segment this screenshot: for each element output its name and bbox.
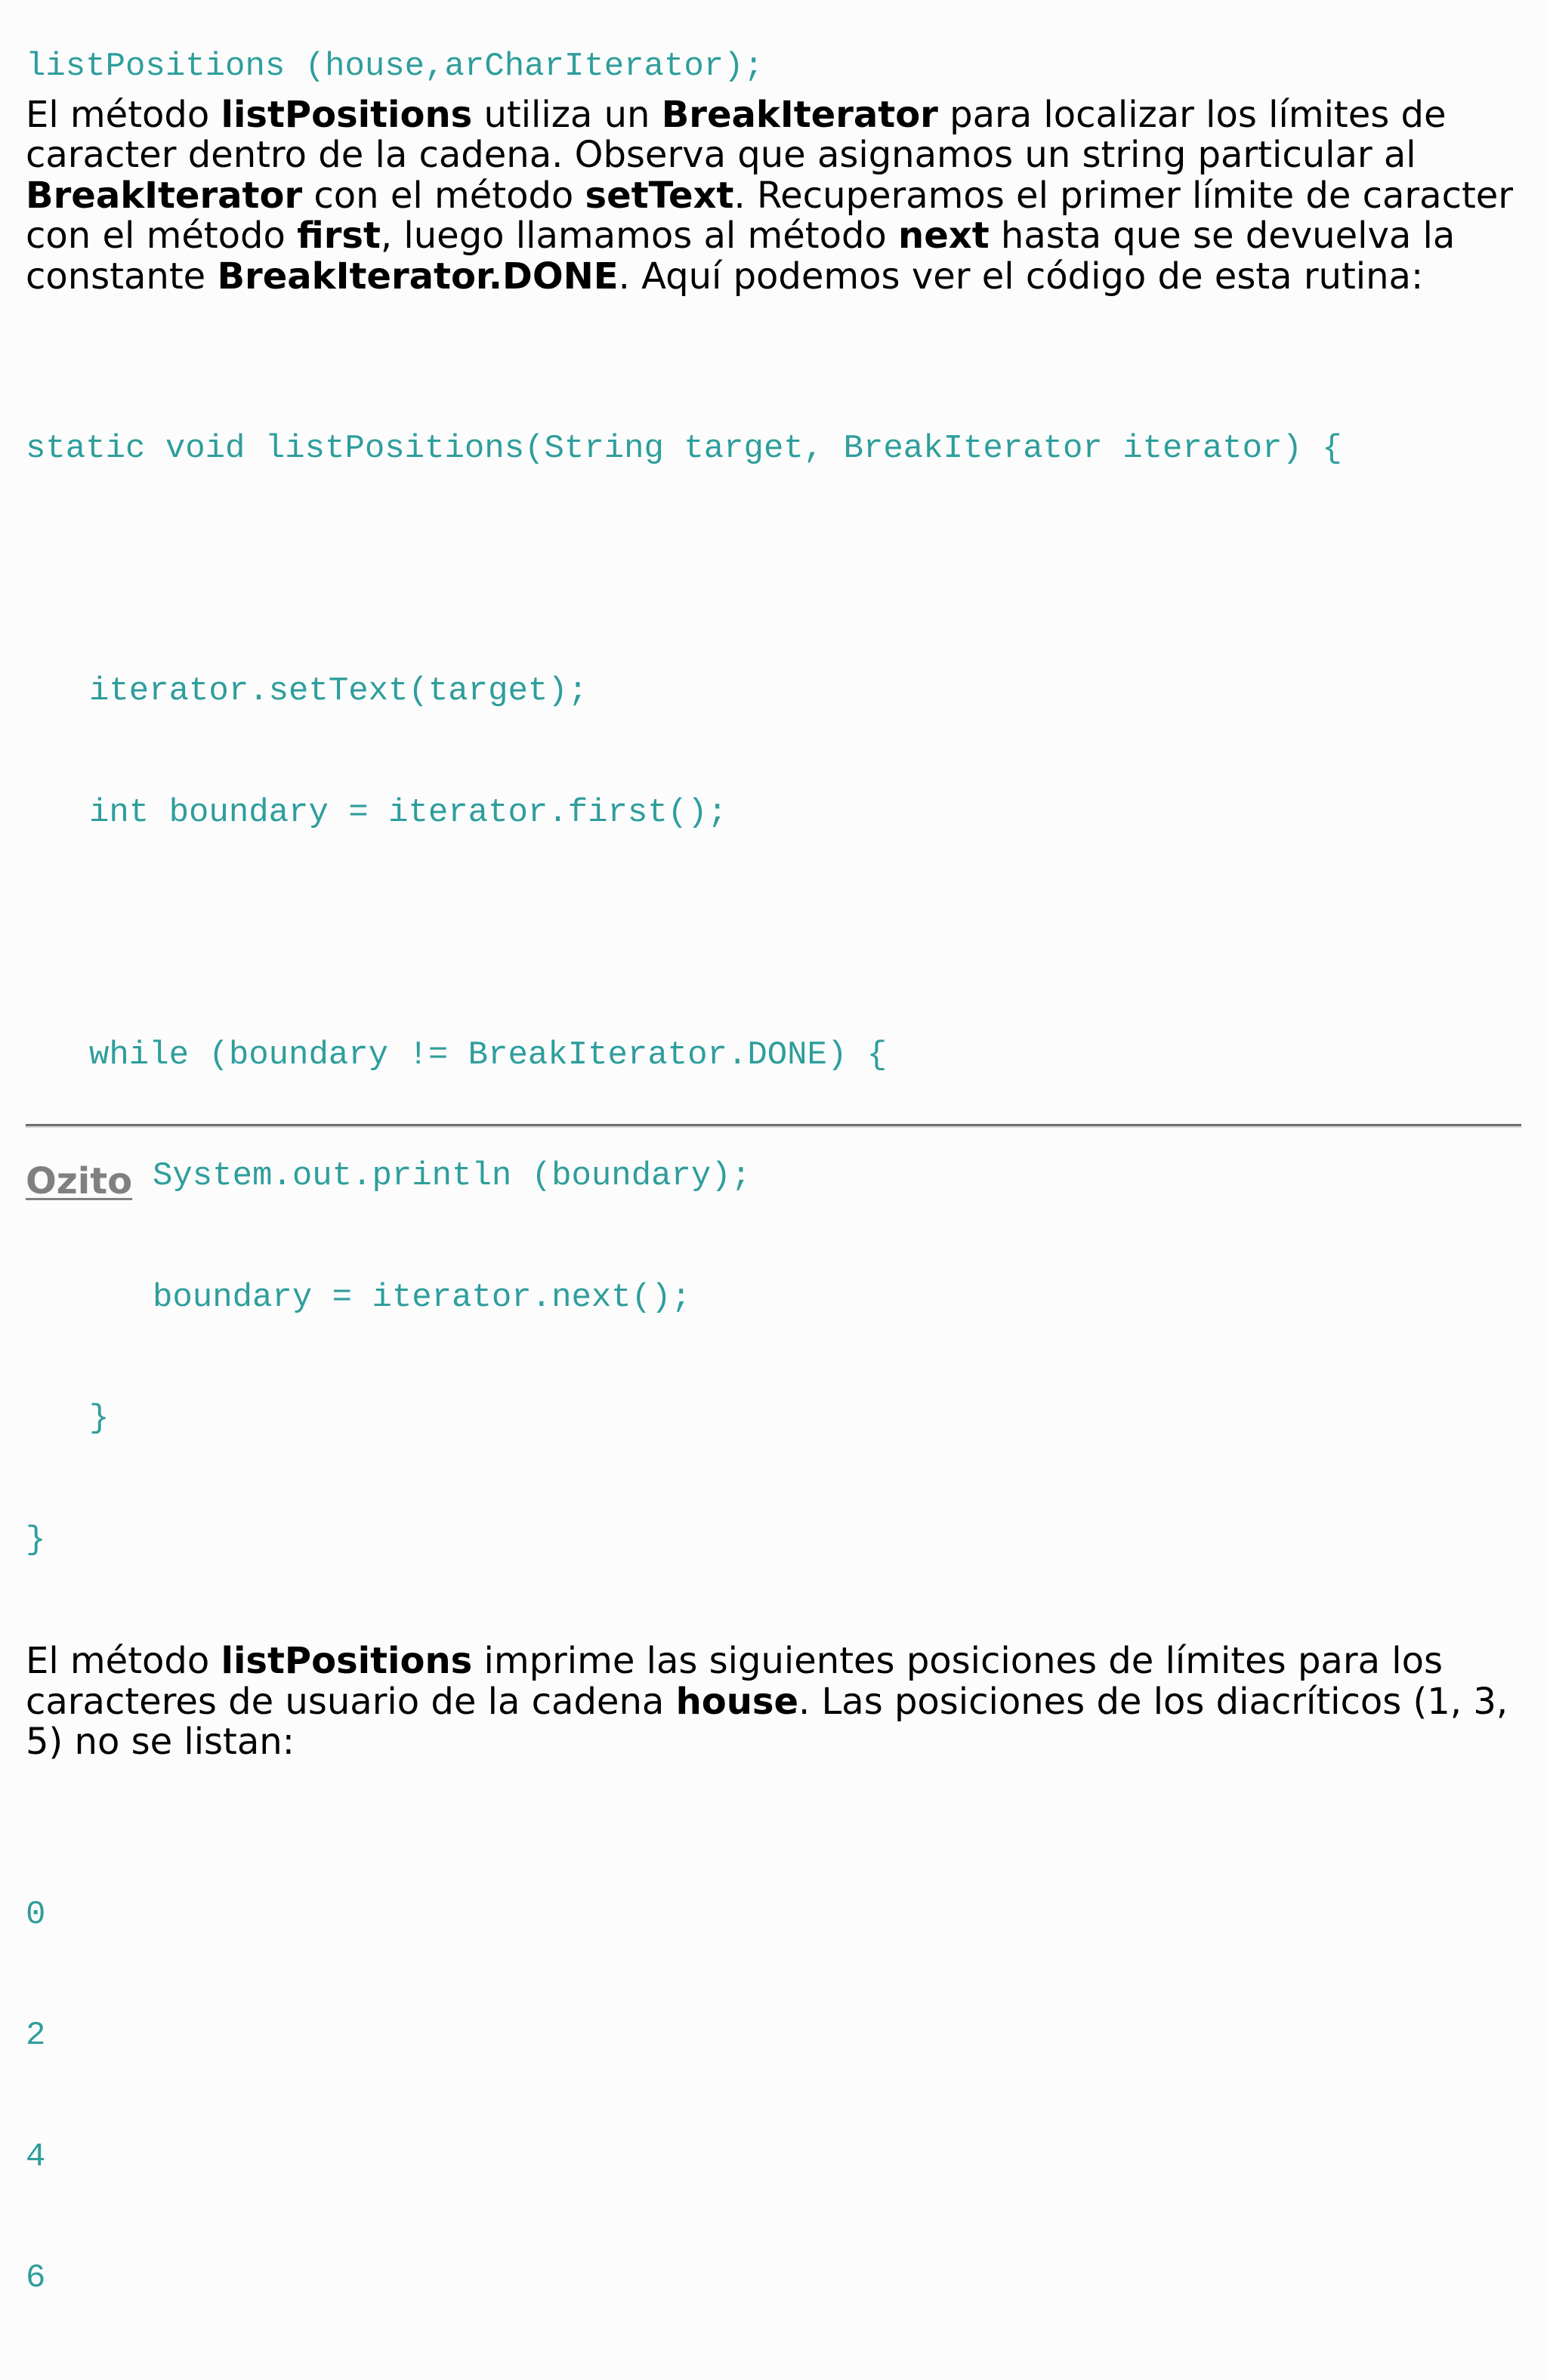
code-line: } xyxy=(26,1520,46,1559)
paragraph-line: con el método first, luego llamamos al método next hasta que se devuelva la xyxy=(26,215,1456,257)
term-listpositions: listPositions xyxy=(221,93,473,136)
term-listpositions: listPositions xyxy=(221,1640,473,1682)
code-line: int boundary = iterator.first(); xyxy=(89,793,727,832)
output-listing xyxy=(26,1814,1521,2380)
term-breakiterator: BreakIterator xyxy=(661,93,938,136)
output-value: 2 xyxy=(26,2017,46,2054)
term-breakiterator: BreakIterator xyxy=(26,174,303,217)
horizontal-rule xyxy=(26,1124,1521,1126)
code-line: } xyxy=(89,1400,110,1437)
code-line: iterator.setText(target); xyxy=(89,672,588,710)
paragraph-line: caracteres de usuario de la cadena house. Las posiciones de los diacríticos (1, 3, xyxy=(26,1680,1508,1723)
code-line: boundary = iterator.next(); xyxy=(153,1278,691,1317)
code-block-listpositions xyxy=(26,348,1521,1641)
code-line: System.out.println (boundary); xyxy=(153,1157,752,1195)
document-content xyxy=(26,47,1521,2380)
paragraph-intro xyxy=(26,95,1521,298)
code-line: while (boundary != BreakIterator.DONE) { xyxy=(89,1036,888,1074)
ozito-link[interactable]: Ozito xyxy=(26,1160,133,1202)
paragraph-output-description xyxy=(26,1641,1521,1763)
term-first: first xyxy=(297,215,381,257)
term-house: house xyxy=(675,1680,799,1723)
paragraph-line: caracter dentro de la cadena. Observa que asignamos un string particular al xyxy=(26,134,1416,176)
code-line: static void listPositions(String target, BreakIterator iterator) { xyxy=(26,430,1342,468)
output-value: 6 xyxy=(26,2259,46,2297)
code-call-line: listPositions (house,arCharIterator); xyxy=(26,48,764,85)
paragraph-line: 5) no se listan: xyxy=(26,1721,295,1763)
term-settext: setText xyxy=(585,174,734,217)
term-next: next xyxy=(898,215,990,257)
paragraph-line: El método listPositions imprime las siguientes posiciones de límites para los xyxy=(26,1640,1443,1682)
output-value: 0 xyxy=(26,1895,46,1934)
paragraph-line: BreakIterator con el método setText. Recuperamos el primer límite de caracter xyxy=(26,174,1514,217)
paragraph-line: constante BreakIterator.DONE. Aquí podemos ver el código de esta rutina: xyxy=(26,255,1424,298)
paragraph-line: El método listPositions utiliza un BreakIterator para localizar los límites de xyxy=(26,93,1447,136)
term-breakiterator-done: BreakIterator.DONE xyxy=(217,255,619,298)
output-value: 4 xyxy=(26,2138,46,2176)
